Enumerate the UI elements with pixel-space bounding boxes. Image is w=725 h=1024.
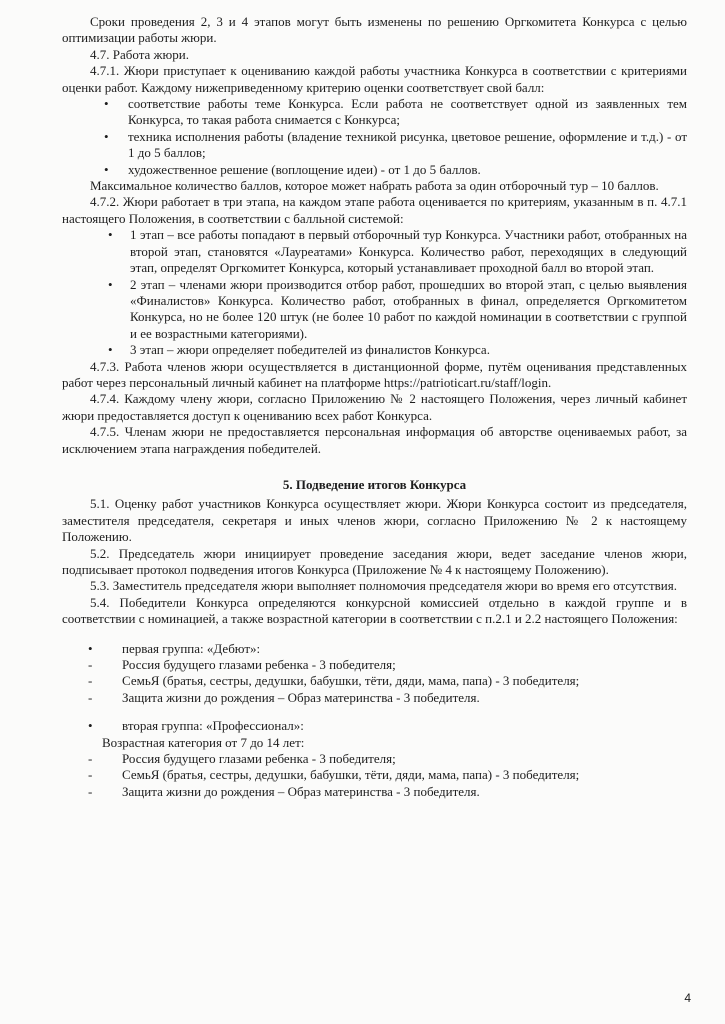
paragraph-4-7-1: 4.7.1. Жюри приступает к оцениванию каждой работы участника Конкурса в соответствии с критериями оценки работ. Каждому нижеприведенному критерию оценки соответствует свой балл: xyxy=(62,63,687,95)
list-item: • 2 этап – членами жюри производится отбор работ, прошедших во второй этап, с целью выявления «Финалистов» Конкурса. Количество работ, отобранных в финал, определяется Оргкомитетом Конкурса, но не более 120 штук (не более 10 работ по каждой номинации в соответствии с группой и ее возрастными категориями). xyxy=(108,276,687,341)
list-item: • техника исполнения работы (владение техникой рисунка, цветовое решение, оформление и т.д.) - от 1 до 5 баллов; xyxy=(104,128,687,161)
group-debut xyxy=(62,641,687,707)
list-item: - СемьЯ (братья, сестры, дедушки, бабушки, тёти, дяди, мама, папа) - 3 победителя; xyxy=(88,673,580,689)
dash-icon: - xyxy=(88,767,93,783)
bullet-icon: • xyxy=(104,96,109,112)
paragraph-max-score: Максимальное количество баллов, которое может набрать работа за один отборочный тур – 10 баллов. xyxy=(90,178,659,194)
dash-icon: - xyxy=(88,673,93,689)
bullet-icon: • xyxy=(104,161,109,177)
page-number: 4 xyxy=(684,990,691,1005)
paragraph-jury-work-heading: 4.7. Работа жюри. xyxy=(90,46,189,62)
bullet-icon: • xyxy=(88,640,93,656)
bullet-icon: • xyxy=(104,128,109,144)
stages-list xyxy=(62,227,687,358)
criteria-list xyxy=(62,96,687,178)
list-item: • художественное решение (воплощение идеи) - от 1 до 5 баллов. xyxy=(104,161,481,177)
paragraph-4-7-5: 4.7.5. Членам жюри не предоставляется персональная информация об авторстве оцениваемых работ, за исключением этапа награждения победителей. xyxy=(62,424,687,456)
list-item: - Защита жизни до рождения – Образ материнства - 3 победителя. xyxy=(88,689,480,705)
dash-icon: - xyxy=(88,751,93,767)
group-title: • первая группа: «Дебют»: xyxy=(88,640,261,656)
dash-icon: - xyxy=(88,783,93,799)
list-item: - Россия будущего глазами ребенка - 3 победителя; xyxy=(88,657,396,673)
paragraph-5-4: 5.4. Победители Конкурса определяются конкурсной комиссией отдельно в каждой группе и в соответствии с номинацией, а также возрастной категории в соответствии с п.2.1 и 2.2 настоящего Положения: xyxy=(62,594,687,627)
section-title: 5. Подведение итогов Конкурса xyxy=(282,476,467,492)
paragraph-5-3: 5.3. Заместитель председателя жюри выполняет полномочия председателя жюри во время его отсутствия. xyxy=(90,578,677,594)
list-item: • 3 этап – жюри определяет победителей из финалистов Конкурса. xyxy=(108,342,490,358)
age-category: Возрастная категория от 7 до 14 лет: xyxy=(102,734,305,750)
paragraph-4-7-2: 4.7.2. Жюри работает в три этапа, на каждом этапе работа оценивается по критериям, указанным в п. 4.7.1 настоящего Положения, в соответствии с балльной системой: xyxy=(62,194,687,226)
paragraph-4-7-4: 4.7.4. Каждому члену жюри, согласно Приложению № 2 настоящего Положения, через личный кабинет жюри предоставляется доступ к оцениванию всех работ Конкурса. xyxy=(62,391,687,423)
paragraph-5-2: 5.2. Председатель жюри инициирует проведение заседания жюри, ведет заседание членов жюри, подписывает протокол подведения итогов Конкурса (Приложение № 4 к настоящему Положению). xyxy=(62,545,687,577)
paragraph-5-1: 5.1. Оценку работ участников Конкурса осуществляет жюри. Жюри Конкурса состоит из председателя, заместителя председателя, секретаря и иных членов жюри, согласно Приложению № 2 к настоящему Положению. xyxy=(62,496,687,545)
bullet-icon: • xyxy=(108,342,113,358)
paragraph-4-7-3: 4.7.3. Работа членов жюри осуществляется в дистанционной форме, путём оценивания представленных работ через персональный личный кабинет на платформе https://patrioticart.ru/staff/login. xyxy=(62,358,687,390)
bullet-icon: • xyxy=(108,276,113,292)
bullet-icon: • xyxy=(88,718,93,734)
list-item: • 1 этап – все работы попадают в первый отборочный тур Конкурса. Участники работ, отобранных на второй этап, становятся «Лауреатами» Конкурса. Количество работ, переходящих в следующий этап, определят Оргкомитет Конкурса, который устанавливает проходной балл во второй этап. xyxy=(108,227,687,276)
bullet-icon: • xyxy=(108,227,113,243)
group-professional xyxy=(62,718,687,800)
paragraph-stage-dates: Сроки проведения 2, 3 и 4 этапов могут быть изменены по решению Оргкомитета Конкурса с целью оптимизации работы жюри. xyxy=(62,14,687,46)
dash-icon: - xyxy=(88,657,93,673)
group-title: • вторая группа: «Профессионал»: xyxy=(88,718,304,734)
list-item: - Защита жизни до рождения – Образ материнства - 3 победителя. xyxy=(88,783,480,799)
dash-icon: - xyxy=(88,689,93,705)
list-item: - СемьЯ (братья, сестры, дедушки, бабушки, тёти, дяди, мама, папа) - 3 победителя; xyxy=(88,767,580,783)
list-item: - Россия будущего глазами ребенка - 3 победителя; xyxy=(88,751,396,767)
list-item: • соответствие работы теме Конкурса. Если работа не соответствует одной из заявленных тем Конкурса, то такая работа снимается с Конкурса; xyxy=(104,96,687,128)
